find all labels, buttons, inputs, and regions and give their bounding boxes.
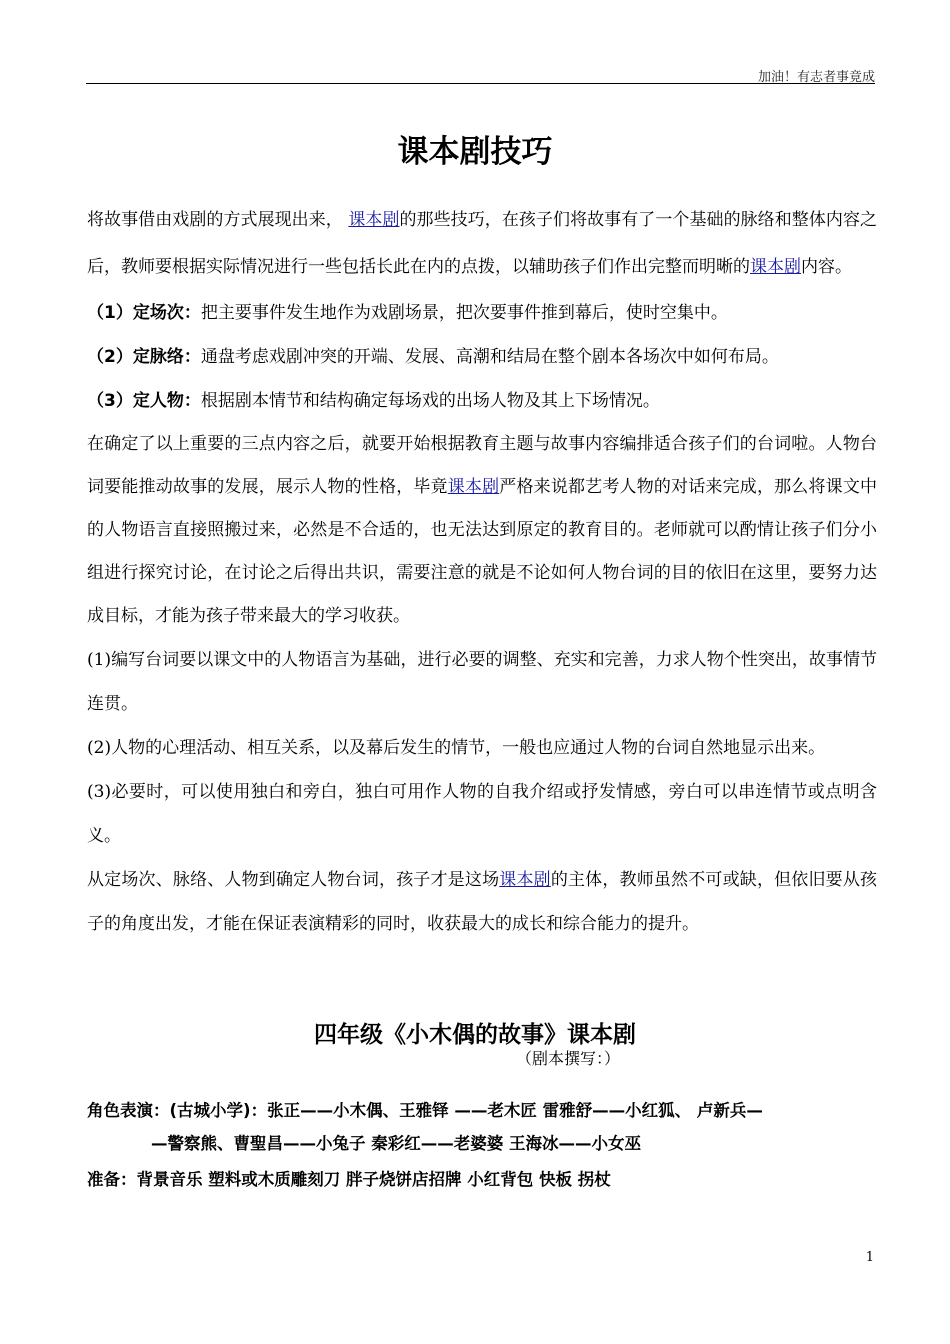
intro-text-1: 将故事借由戏剧的方式展现出来， <box>87 210 343 230</box>
rule-item: (1)编写台词要以课文中的人物语言为基础，进行必要的调整、充实和完善，力求人物个性突出，故事情节连贯。 <box>87 650 877 714</box>
point-text: 把主要事件发生地作为戏剧场景，把次要事件推到幕后，使时空集中。 <box>200 303 728 323</box>
rule-item: (2)人物的心理活动、相互关系，以及幕后发生的情节，一般也应通过人物的台词自然地显示出来。 <box>87 738 826 758</box>
point-item <box>87 291 877 335</box>
link-kebenju-4[interactable]: 课本剧 <box>499 870 551 890</box>
cast-line-2: —警察熊、曹聖昌——小兔子 秦彩红——老婆婆 王海冰——小女巫 <box>151 1134 641 1153</box>
intro-text-3: 内容。 <box>801 257 852 277</box>
point-item <box>87 335 877 379</box>
cast-line-1: 角色表演：(古城小学)：张正——小木偶、王雅铎 ——老木匠 雷雅舒——小红狐、 卢新兵— <box>87 1101 763 1120</box>
point-lead: （1）定场次： <box>87 303 201 323</box>
intro-text-2: 的那些技巧，在孩子们将故事有了一个基础的脉络和整体内容之后，教师要根据实际情况进行一些包括长此在内的点拨，以辅助孩子们作出完整而明晰的 <box>87 210 878 277</box>
cast-list <box>87 1094 882 1160</box>
point-item <box>87 379 877 423</box>
point-lead: （2）定脉络： <box>87 347 201 367</box>
link-kebenju-2[interactable]: 课本剧 <box>750 257 801 277</box>
play-author: （剧本撰写：） <box>516 1049 621 1068</box>
dialogue-text-1: 在确定了以上重要的三点内容之后，就要开始根据教育主题与故事内容编排适合孩子们的台词啦。人物台词要能推动故事的发展，展示人物的性格，毕竟 <box>87 434 877 497</box>
closing-text-2: 的主体，教师虽然不可或缺，但依旧要从孩子的角度出发，才能在保证表演精彩的同时，收获最大的成长和综合能力的提升。 <box>87 870 878 934</box>
header-divider <box>86 83 875 84</box>
play-title: 四年级《小木偶的故事》课本剧 <box>314 1022 636 1048</box>
header-motto: 加油！有志者事竟成 <box>757 70 875 85</box>
article-body <box>87 197 877 946</box>
point-text: 通盘考虑戏剧冲突的开端、发展、高潮和结局在整个剧本各场次中如何布局。 <box>200 347 779 367</box>
link-kebenju-3[interactable]: 课本剧 <box>447 477 500 497</box>
closing-text-1: 从定场次、脉络、人物到确定人物台词，孩子才是这场 <box>87 870 500 890</box>
link-kebenju-1[interactable]: 课本剧 <box>348 210 400 230</box>
point-text: 根据剧本情节和结构确定每场戏的出场人物及其上下场情况。 <box>200 391 660 411</box>
intro-paragraph <box>87 197 877 291</box>
page-title: 课本剧技巧 <box>397 134 553 170</box>
rule-item: (3)必要时，可以使用独白和旁白，独白可用作人物的自我介绍或抒发情感，旁白可以串连情节或点明含义。 <box>87 782 877 846</box>
props-list: 准备：背景音乐 塑料或木质雕刻刀 胖子烧饼店招牌 小红背包 快板 拐杖 <box>87 1170 611 1189</box>
page-number: 1 <box>865 1250 874 1265</box>
dialogue-paragraph <box>87 423 877 638</box>
closing-paragraph <box>87 858 877 946</box>
point-lead: （3）定人物： <box>87 391 201 411</box>
dialogue-text-2: 严格来说都艺考人物的对话来完成，那么将课文中的人物语言直接照搬过来，必然是不合适的，也无法达到原定的教育目的。老师就可以酌情让孩子们分小组进行探究讨论，在讨论之后得出共识，需要注意的就是不论如何人物台词的目的依旧在这里，要努力达成目标，才能为孩子带来最大的学习收获。 <box>87 477 878 626</box>
